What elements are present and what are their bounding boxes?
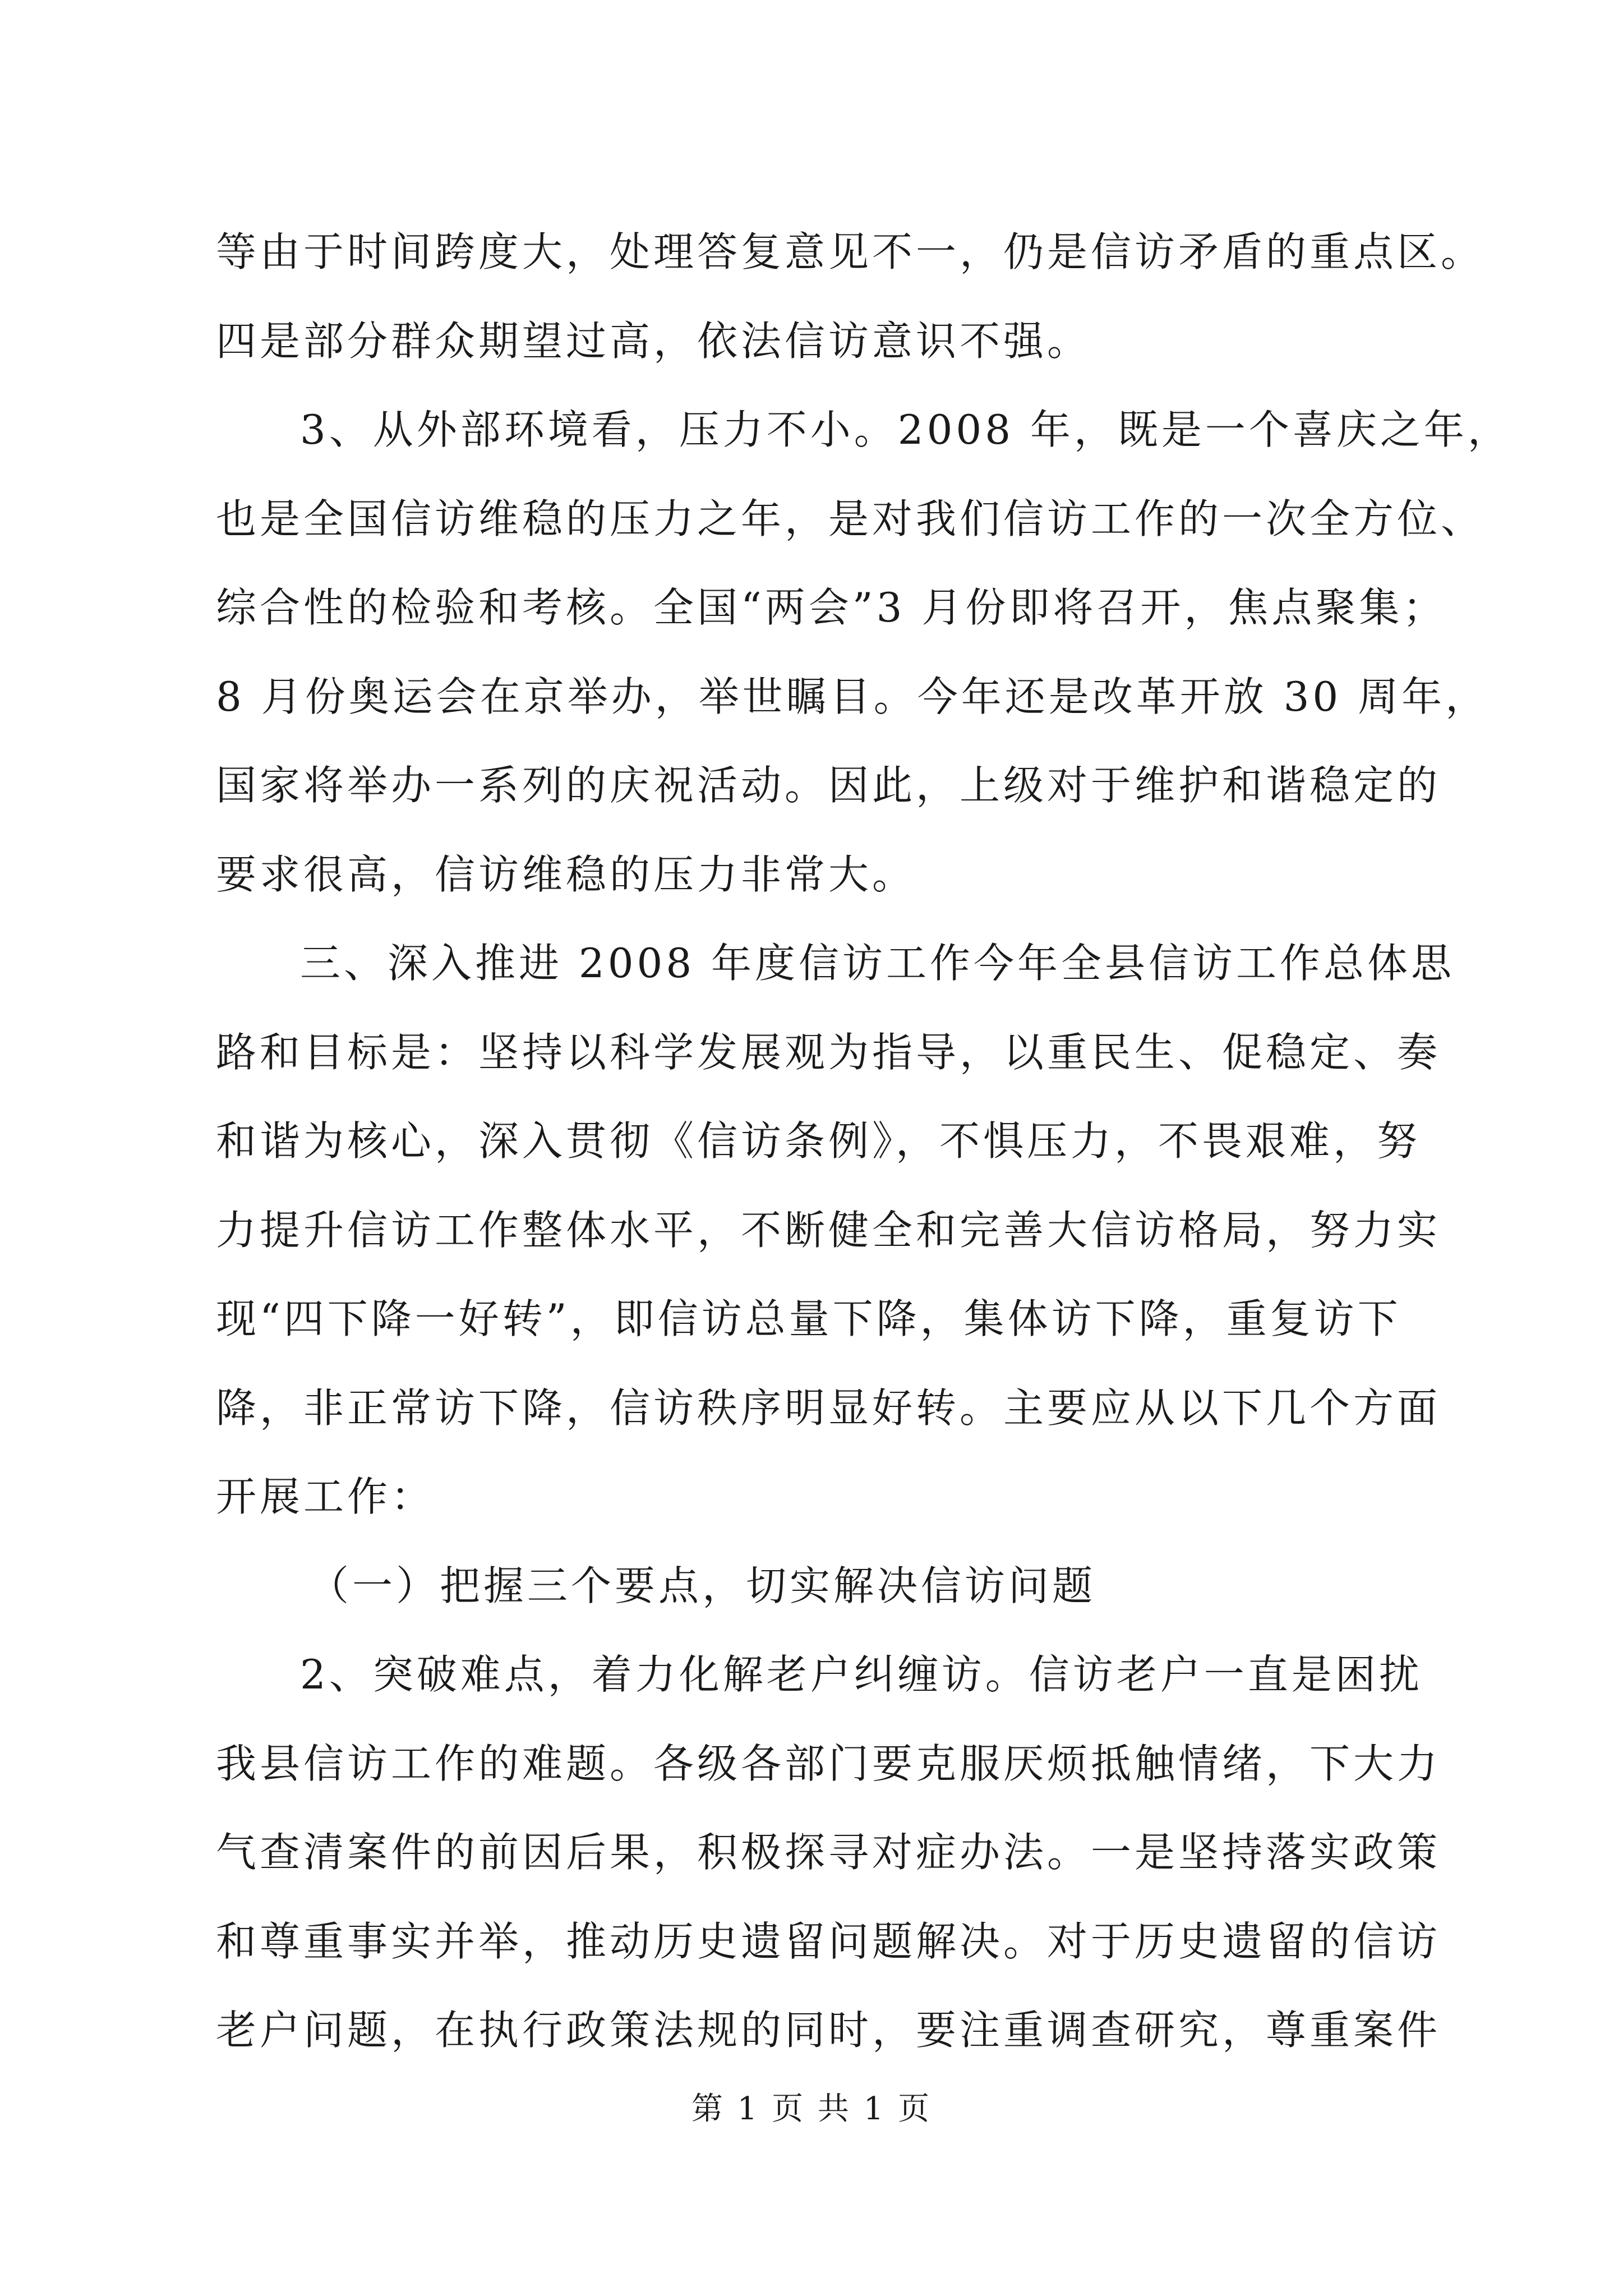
text-line: 国家将举办一系列的庆祝活动。因此，上级对于维护和谐稳定的 <box>216 762 1441 809</box>
text-line: 四是部分群众期望过高，依法信访意识不强。 <box>216 317 1091 365</box>
text-line: 和尊重事实并举，推动历史遗留问题解决。对于历史遗留的信访 <box>216 1917 1441 1965</box>
section-heading-line: 三、深入推进 2008 年度信访工作今年全县信访工作总体思 <box>300 940 1455 987</box>
text-line: 气查清案件的前因后果，积极探寻对症办法。一是坚持落实政策 <box>216 1829 1441 1876</box>
document-body <box>216 208 1511 2075</box>
text-line: 综合性的检验和考核。全国“两会”3 月份即将召开，焦点聚集； <box>216 584 1447 631</box>
text-line: 力提升信访工作整体水平，不断健全和完善大信访格局，努力实 <box>216 1206 1441 1254</box>
text-line: 和谐为核心，深入贯彻《信访条例》，不惧压力，不畏艰难，努 <box>216 1117 1421 1165</box>
text-line: 也是全国信访维稳的压力之年，是对我们信访工作的一次全方位、 <box>216 495 1485 542</box>
text-line: 要求很高，信访维稳的压力非常大。 <box>216 850 916 898</box>
text-line: 路和目标是：坚持以科学发展观为指导，以重民生、促稳定、奏 <box>216 1028 1441 1076</box>
text-line: 现“四下降一好转”，即信访总量下降，集体访下降，重复访下 <box>216 1295 1401 1342</box>
text-line: 等由于时间跨度大，处理答复意见不一，仍是信访矛盾的重点区。 <box>216 228 1485 275</box>
text-line: 开展工作： <box>216 1473 435 1520</box>
text-line: 老户问题，在执行政策法规的同时，要注重调查研究，尊重案件 <box>216 2007 1441 2054</box>
paragraph-start-line: 3、从外部环境看，压力不小。2008 年，既是一个喜庆之年， <box>300 406 1511 453</box>
paragraph-start-line: 2、突破难点，着力化解老户纠缠访。信访老户一直是困扰 <box>300 1651 1423 1698</box>
text-line: 降，非正常访下降，信访秩序明显好转。主要应从以下几个方面 <box>216 1384 1441 1432</box>
subsection-heading-line: （一）把握三个要点，切实解决信访问题 <box>308 1562 1096 1609</box>
text-line: 我县信访工作的难题。各级各部门要克服厌烦抵触情绪，下大力 <box>216 1740 1441 1787</box>
text-line: 8 月份奥运会在京举办，举世瞩目。今年还是改革开放 30 周年， <box>216 673 1490 720</box>
page-number-footer: 第 1 页 共 1 页 <box>691 2091 932 2127</box>
